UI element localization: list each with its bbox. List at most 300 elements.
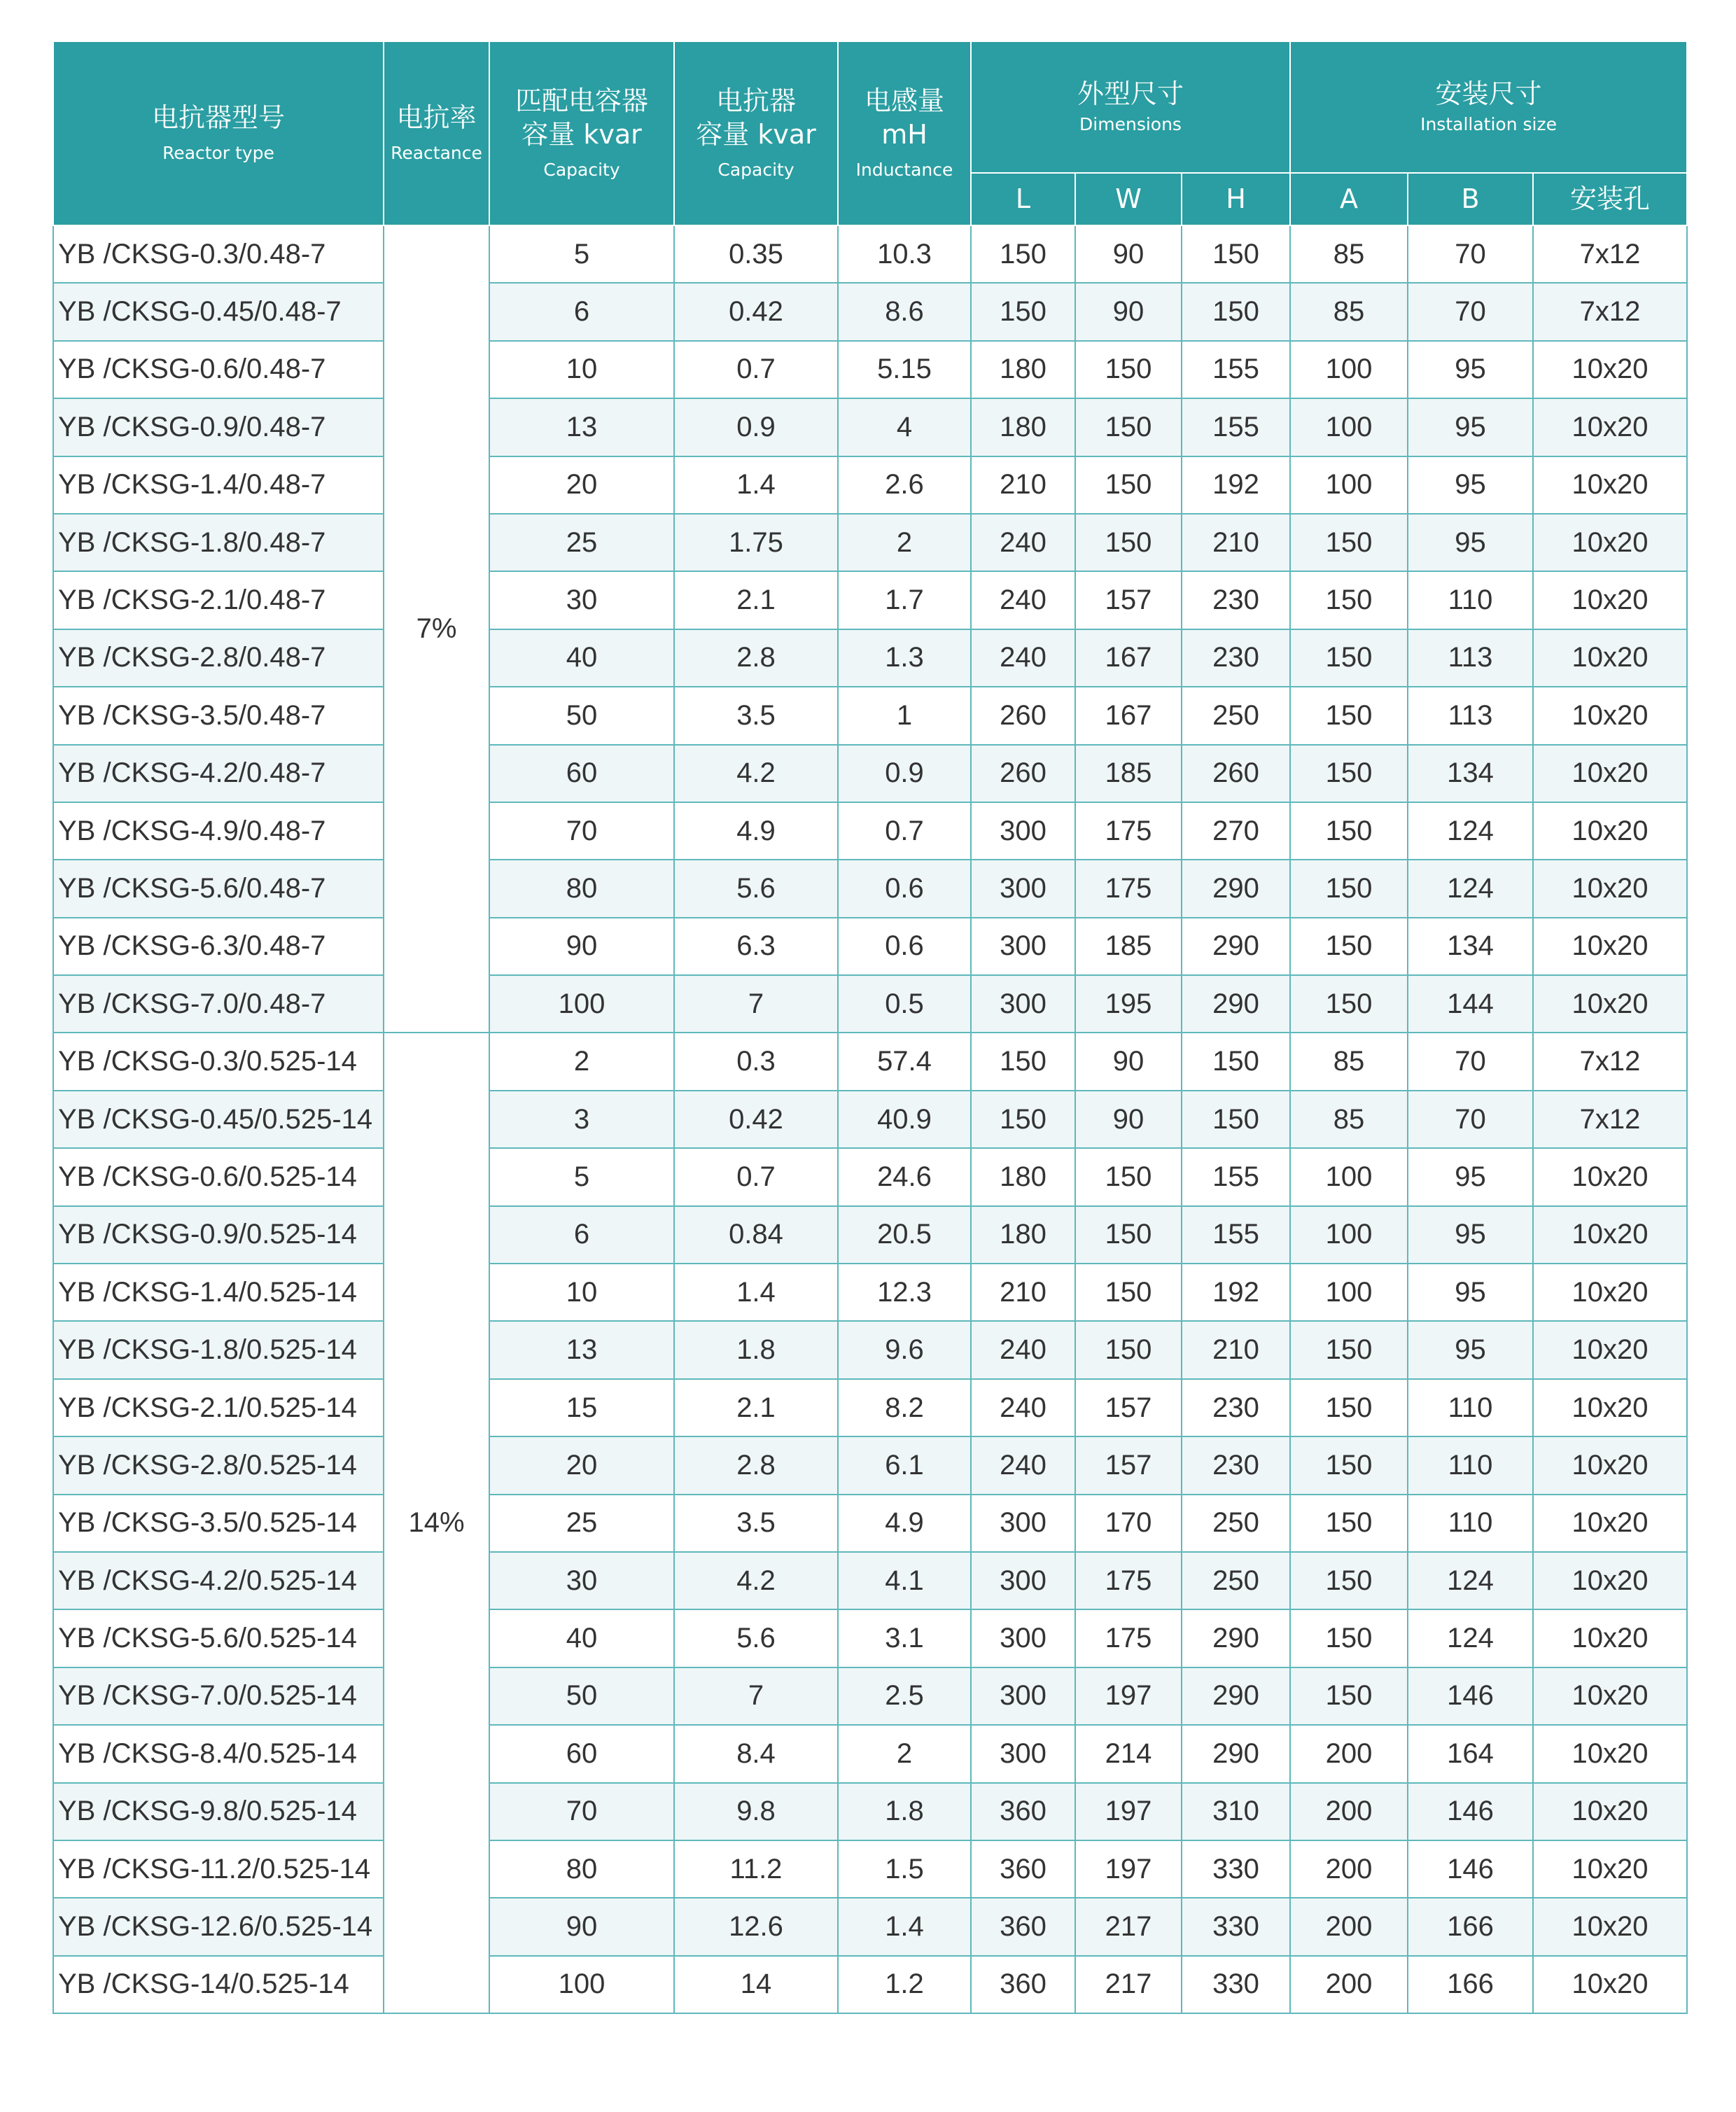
cell-inst-b: 95 <box>1408 341 1533 398</box>
cell-dim-l: 360 <box>971 1783 1075 1840</box>
table-row <box>53 341 1687 398</box>
cell-dim-w: 150 <box>1075 398 1182 456</box>
cell-inst-hole: 10x20 <box>1533 1783 1687 1840</box>
cell-model: YB /CKSG-7.0/0.525-14 <box>53 1667 384 1725</box>
cell-dim-w: 167 <box>1075 687 1182 744</box>
table-row <box>53 1206 1687 1264</box>
cell-dim-l: 300 <box>971 975 1075 1033</box>
cell-inst-a: 200 <box>1290 1783 1408 1840</box>
cell-inst-hole: 10x20 <box>1533 1840 1687 1898</box>
cell-dim-h: 230 <box>1182 1379 1290 1436</box>
cell-inst-hole: 10x20 <box>1533 1206 1687 1264</box>
cell-cap-capacity: 70 <box>489 802 674 860</box>
cell-inst-hole: 10x20 <box>1533 802 1687 860</box>
cell-inductance: 2 <box>838 1725 971 1782</box>
cell-cap-capacity: 60 <box>489 745 674 802</box>
cell-inductance: 4 <box>838 398 971 456</box>
cell-dim-h: 150 <box>1182 1033 1290 1090</box>
table-row <box>53 1552 1687 1609</box>
table-row <box>53 398 1687 456</box>
cell-dim-h: 330 <box>1182 1956 1290 2013</box>
header-inductance-en: Inductance <box>855 159 953 180</box>
cell-reactor-capacity: 0.9 <box>674 398 838 456</box>
cell-inductance: 12.3 <box>838 1264 971 1321</box>
cell-dim-l: 240 <box>971 571 1075 629</box>
cell-reactor-capacity: 0.7 <box>674 341 838 398</box>
header-dimensions-zh: 外型尺寸 <box>1077 78 1184 109</box>
cell-inst-b: 95 <box>1408 1148 1533 1205</box>
cell-inst-hole: 7x12 <box>1533 225 1687 283</box>
cell-inst-hole: 10x20 <box>1533 1379 1687 1436</box>
cell-inst-a: 100 <box>1290 1264 1408 1321</box>
cell-dim-w: 157 <box>1075 571 1182 629</box>
cell-dim-w: 175 <box>1075 802 1182 860</box>
cell-reactor-capacity: 2.1 <box>674 1379 838 1436</box>
cell-cap-capacity: 13 <box>489 1321 674 1378</box>
cell-inductance: 2.5 <box>838 1667 971 1725</box>
cell-dim-w: 170 <box>1075 1495 1182 1552</box>
cell-dim-w: 175 <box>1075 1552 1182 1609</box>
cell-dim-l: 300 <box>971 860 1075 917</box>
cell-model: YB /CKSG-2.8/0.525-14 <box>53 1436 384 1494</box>
cell-inductance: 4.1 <box>838 1552 971 1609</box>
cell-model: YB /CKSG-9.8/0.525-14 <box>53 1783 384 1840</box>
cell-inst-b: 146 <box>1408 1667 1533 1725</box>
cell-dim-l: 260 <box>971 687 1075 744</box>
cell-dim-l: 260 <box>971 745 1075 802</box>
cell-inst-b: 166 <box>1408 1898 1533 1955</box>
cell-inst-a: 150 <box>1290 802 1408 860</box>
cell-cap-capacity: 90 <box>489 1898 674 1955</box>
cell-dim-w: 150 <box>1075 514 1182 571</box>
cell-dim-h: 290 <box>1182 1609 1290 1667</box>
cell-cap-capacity: 20 <box>489 1436 674 1494</box>
cell-dim-h: 192 <box>1182 456 1290 514</box>
cell-dim-h: 330 <box>1182 1898 1290 1955</box>
table-row <box>53 1840 1687 1898</box>
table-row <box>53 1783 1687 1840</box>
cell-inst-b: 144 <box>1408 975 1533 1033</box>
header-inductance-zh2: mH <box>881 119 927 151</box>
cell-reactor-capacity: 4.2 <box>674 1552 838 1609</box>
cell-cap-capacity: 50 <box>489 1667 674 1725</box>
cell-cap-capacity: 25 <box>489 514 674 571</box>
cell-reactor-capacity: 4.9 <box>674 802 838 860</box>
cell-dim-l: 240 <box>971 514 1075 571</box>
cell-dim-w: 90 <box>1075 283 1182 340</box>
cell-inst-a: 200 <box>1290 1725 1408 1782</box>
cell-inst-a: 85 <box>1290 1091 1408 1148</box>
cell-dim-w: 167 <box>1075 629 1182 687</box>
cell-reactor-capacity: 2.8 <box>674 629 838 687</box>
cell-dim-w: 185 <box>1075 918 1182 975</box>
cell-inst-b: 146 <box>1408 1783 1533 1840</box>
cell-inst-a: 85 <box>1290 1033 1408 1090</box>
cell-inductance: 0.7 <box>838 802 971 860</box>
cell-dim-w: 157 <box>1075 1436 1182 1494</box>
cell-cap-capacity: 6 <box>489 283 674 340</box>
cell-inst-hole: 10x20 <box>1533 1321 1687 1378</box>
cell-reactor-capacity: 11.2 <box>674 1840 838 1898</box>
header-inductance <box>838 41 971 225</box>
cell-inductance: 1.4 <box>838 1898 971 1955</box>
cell-inst-b: 124 <box>1408 860 1533 917</box>
cell-dim-w: 175 <box>1075 860 1182 917</box>
cell-inductance: 1 <box>838 687 971 744</box>
cell-reactor-capacity: 2.1 <box>674 571 838 629</box>
cell-inst-a: 150 <box>1290 687 1408 744</box>
cell-reactor-capacity: 3.5 <box>674 1495 838 1552</box>
table-row <box>53 456 1687 514</box>
cell-dim-h: 150 <box>1182 283 1290 340</box>
table-row <box>53 802 1687 860</box>
cell-cap-capacity: 50 <box>489 687 674 744</box>
cell-inductance: 1.2 <box>838 1956 971 2013</box>
cell-reactor-capacity: 0.7 <box>674 1148 838 1205</box>
cell-inst-b: 124 <box>1408 1609 1533 1667</box>
cell-dim-w: 150 <box>1075 1264 1182 1321</box>
cell-inductance: 3.1 <box>838 1609 971 1667</box>
cell-reactance: 7% <box>384 225 489 1033</box>
cell-dim-l: 360 <box>971 1840 1075 1898</box>
cell-model: YB /CKSG-4.2/0.525-14 <box>53 1552 384 1609</box>
header-reactor-capacity-en: Capacity <box>718 159 794 180</box>
cell-inductance: 2.6 <box>838 456 971 514</box>
cell-inductance: 2 <box>838 514 971 571</box>
cell-dim-h: 210 <box>1182 514 1290 571</box>
header-cap-capacity-en: Capacity <box>543 159 620 180</box>
cell-reactor-capacity: 9.8 <box>674 1783 838 1840</box>
header-installation-zh: 安装尺寸 <box>1435 78 1542 109</box>
cell-inst-a: 150 <box>1290 514 1408 571</box>
header-inst-b: B <box>1408 173 1533 225</box>
cell-dim-h: 155 <box>1182 1148 1290 1205</box>
cell-inst-b: 110 <box>1408 571 1533 629</box>
cell-inst-a: 150 <box>1290 745 1408 802</box>
cell-dim-h: 290 <box>1182 975 1290 1033</box>
cell-cap-capacity: 90 <box>489 918 674 975</box>
cell-dim-h: 155 <box>1182 398 1290 456</box>
cell-inst-hole: 10x20 <box>1533 398 1687 456</box>
cell-dim-w: 150 <box>1075 1148 1182 1205</box>
cell-inductance: 5.15 <box>838 341 971 398</box>
cell-model: YB /CKSG-7.0/0.48-7 <box>53 975 384 1033</box>
cell-dim-w: 175 <box>1075 1609 1182 1667</box>
header-reactor-capacity-zh2: 容量 kvar <box>696 119 816 151</box>
cell-dim-w: 150 <box>1075 1321 1182 1378</box>
cell-dim-w: 214 <box>1075 1725 1182 1782</box>
cell-dim-l: 300 <box>971 802 1075 860</box>
cell-dim-l: 240 <box>971 1436 1075 1494</box>
cell-cap-capacity: 5 <box>489 1148 674 1205</box>
cell-model: YB /CKSG-2.1/0.48-7 <box>53 571 384 629</box>
cell-model: YB /CKSG-3.5/0.525-14 <box>53 1495 384 1552</box>
header-model-zh: 电抗器型号 <box>151 102 285 134</box>
cell-inst-hole: 10x20 <box>1533 571 1687 629</box>
cell-cap-capacity: 30 <box>489 571 674 629</box>
cell-cap-capacity: 10 <box>489 341 674 398</box>
cell-inst-a: 100 <box>1290 398 1408 456</box>
cell-inductance: 8.2 <box>838 1379 971 1436</box>
cell-inst-b: 110 <box>1408 1379 1533 1436</box>
cell-reactance: 14% <box>384 1033 489 2013</box>
cell-inst-a: 100 <box>1290 456 1408 514</box>
cell-dim-w: 150 <box>1075 341 1182 398</box>
cell-dim-h: 150 <box>1182 1091 1290 1148</box>
table-row <box>53 629 1687 687</box>
cell-model: YB /CKSG-8.4/0.525-14 <box>53 1725 384 1782</box>
header-cap-capacity-zh2: 容量 kvar <box>522 119 642 151</box>
cell-dim-h: 150 <box>1182 225 1290 283</box>
cell-inst-hole: 10x20 <box>1533 1956 1687 2013</box>
cell-cap-capacity: 15 <box>489 1379 674 1436</box>
cell-dim-w: 90 <box>1075 1033 1182 1090</box>
table-row <box>53 1148 1687 1205</box>
cell-dim-l: 300 <box>971 1609 1075 1667</box>
cell-reactor-capacity: 1.75 <box>674 514 838 571</box>
cell-cap-capacity: 3 <box>489 1091 674 1148</box>
cell-model: YB /CKSG-2.1/0.525-14 <box>53 1379 384 1436</box>
cell-inst-a: 200 <box>1290 1956 1408 2013</box>
cell-dim-w: 217 <box>1075 1898 1182 1955</box>
cell-dim-l: 300 <box>971 918 1075 975</box>
cell-inst-a: 200 <box>1290 1840 1408 1898</box>
cell-cap-capacity: 80 <box>489 860 674 917</box>
cell-inst-hole: 10x20 <box>1533 1898 1687 1955</box>
cell-cap-capacity: 30 <box>489 1552 674 1609</box>
table-row <box>53 1091 1687 1148</box>
table-row <box>53 1898 1687 1955</box>
cell-model: YB /CKSG-4.2/0.48-7 <box>53 745 384 802</box>
cell-inst-a: 100 <box>1290 341 1408 398</box>
cell-inductance: 20.5 <box>838 1206 971 1264</box>
cell-reactor-capacity: 1.4 <box>674 456 838 514</box>
cell-reactor-capacity: 0.3 <box>674 1033 838 1090</box>
cell-dim-h: 155 <box>1182 341 1290 398</box>
table-row <box>53 1033 1687 1090</box>
cell-inst-hole: 10x20 <box>1533 1725 1687 1782</box>
cell-inst-hole: 10x20 <box>1533 1495 1687 1552</box>
cell-dim-w: 157 <box>1075 1379 1182 1436</box>
table-row <box>53 975 1687 1033</box>
cell-reactor-capacity: 6.3 <box>674 918 838 975</box>
cell-dim-l: 180 <box>971 1206 1075 1264</box>
cell-dim-w: 150 <box>1075 456 1182 514</box>
cell-model: YB /CKSG-1.4/0.48-7 <box>53 456 384 514</box>
cell-dim-h: 290 <box>1182 918 1290 975</box>
cell-inductance: 0.5 <box>838 975 971 1033</box>
cell-cap-capacity: 40 <box>489 1609 674 1667</box>
cell-cap-capacity: 5 <box>489 225 674 283</box>
cell-dim-h: 192 <box>1182 1264 1290 1321</box>
table-row <box>53 283 1687 340</box>
cell-inst-b: 134 <box>1408 745 1533 802</box>
table-row <box>53 1379 1687 1436</box>
cell-reactor-capacity: 7 <box>674 1667 838 1725</box>
cell-inst-b: 95 <box>1408 456 1533 514</box>
cell-dim-l: 300 <box>971 1495 1075 1552</box>
cell-reactor-capacity: 12.6 <box>674 1898 838 1955</box>
cell-inductance: 24.6 <box>838 1148 971 1205</box>
cell-dim-w: 90 <box>1075 225 1182 283</box>
cell-inst-a: 150 <box>1290 1495 1408 1552</box>
table-row <box>53 687 1687 744</box>
table-row <box>53 1725 1687 1782</box>
cell-inst-a: 150 <box>1290 1667 1408 1725</box>
cell-dim-l: 210 <box>971 1264 1075 1321</box>
table-row <box>53 918 1687 975</box>
cell-reactor-capacity: 0.42 <box>674 283 838 340</box>
header-inst-a: A <box>1290 173 1408 225</box>
cell-inst-b: 113 <box>1408 629 1533 687</box>
cell-model: YB /CKSG-0.45/0.48-7 <box>53 283 384 340</box>
cell-cap-capacity: 40 <box>489 629 674 687</box>
cell-model: YB /CKSG-6.3/0.48-7 <box>53 918 384 975</box>
cell-dim-h: 260 <box>1182 745 1290 802</box>
cell-inductance: 10.3 <box>838 225 971 283</box>
cell-reactor-capacity: 0.35 <box>674 225 838 283</box>
cell-inst-a: 150 <box>1290 1552 1408 1609</box>
cell-dim-l: 150 <box>971 283 1075 340</box>
cell-cap-capacity: 60 <box>489 1725 674 1782</box>
header-reactor-capacity-zh1: 电抗器 <box>715 85 796 117</box>
cell-cap-capacity: 6 <box>489 1206 674 1264</box>
cell-model: YB /CKSG-12.6/0.525-14 <box>53 1898 384 1955</box>
cell-inst-b: 95 <box>1408 1264 1533 1321</box>
cell-dim-h: 250 <box>1182 1552 1290 1609</box>
cell-cap-capacity: 2 <box>489 1033 674 1090</box>
cell-dim-l: 180 <box>971 398 1075 456</box>
cell-inst-hole: 10x20 <box>1533 341 1687 398</box>
cell-inst-hole: 10x20 <box>1533 687 1687 744</box>
header-model-en: Reactor type <box>162 142 274 163</box>
cell-model: YB /CKSG-2.8/0.48-7 <box>53 629 384 687</box>
cell-inductance: 6.1 <box>838 1436 971 1494</box>
cell-inductance: 9.6 <box>838 1321 971 1378</box>
cell-inst-a: 100 <box>1290 1206 1408 1264</box>
header-inst-hole: 安装孔 <box>1533 173 1687 225</box>
cell-cap-capacity: 10 <box>489 1264 674 1321</box>
header-cap-capacity <box>489 41 674 225</box>
header-installation-en: Installation size <box>1420 114 1557 135</box>
cell-inst-a: 200 <box>1290 1898 1408 1955</box>
cell-inst-hole: 7x12 <box>1533 1033 1687 1090</box>
table-header <box>53 41 1687 225</box>
cell-inst-a: 150 <box>1290 918 1408 975</box>
cell-inst-hole: 10x20 <box>1533 745 1687 802</box>
header-dimensions-en: Dimensions <box>1079 114 1182 135</box>
cell-reactor-capacity: 5.6 <box>674 860 838 917</box>
cell-inductance: 0.6 <box>838 860 971 917</box>
cell-inst-b: 113 <box>1408 687 1533 744</box>
cell-model: YB /CKSG-14/0.525-14 <box>53 1956 384 2013</box>
cell-model: YB /CKSG-1.8/0.48-7 <box>53 514 384 571</box>
table-row <box>53 1436 1687 1494</box>
cell-inductance: 57.4 <box>838 1033 971 1090</box>
cell-inst-b: 124 <box>1408 1552 1533 1609</box>
cell-cap-capacity: 25 <box>489 1495 674 1552</box>
cell-cap-capacity: 70 <box>489 1783 674 1840</box>
cell-model: YB /CKSG-0.9/0.525-14 <box>53 1206 384 1264</box>
header-dim-w: W <box>1075 173 1182 225</box>
cell-model: YB /CKSG-3.5/0.48-7 <box>53 687 384 744</box>
cell-dim-l: 210 <box>971 456 1075 514</box>
cell-dim-h: 250 <box>1182 687 1290 744</box>
cell-inst-b: 124 <box>1408 802 1533 860</box>
cell-inst-hole: 7x12 <box>1533 283 1687 340</box>
cell-model: YB /CKSG-11.2/0.525-14 <box>53 1840 384 1898</box>
header-reactor-capacity <box>674 41 838 225</box>
cell-dim-w: 197 <box>1075 1667 1182 1725</box>
cell-cap-capacity: 100 <box>489 975 674 1033</box>
cell-inst-a: 150 <box>1290 1321 1408 1378</box>
cell-reactor-capacity: 14 <box>674 1956 838 2013</box>
cell-inst-b: 95 <box>1408 1321 1533 1378</box>
cell-inst-a: 85 <box>1290 225 1408 283</box>
cell-inst-b: 70 <box>1408 1033 1533 1090</box>
header-reactance-zh: 电抗率 <box>396 102 477 134</box>
cell-inst-hole: 10x20 <box>1533 1667 1687 1725</box>
cell-inst-hole: 10x20 <box>1533 860 1687 917</box>
cell-dim-l: 300 <box>971 1725 1075 1782</box>
cell-dim-w: 197 <box>1075 1840 1182 1898</box>
cell-dim-l: 150 <box>971 1091 1075 1148</box>
cell-inst-hole: 10x20 <box>1533 456 1687 514</box>
cell-inst-b: 164 <box>1408 1725 1533 1782</box>
cell-inst-a: 150 <box>1290 975 1408 1033</box>
cell-dim-w: 195 <box>1075 975 1182 1033</box>
cell-dim-l: 360 <box>971 1956 1075 2013</box>
header-inductance-zh1: 电感量 <box>864 85 944 117</box>
cell-inst-a: 100 <box>1290 1148 1408 1205</box>
cell-reactor-capacity: 1.4 <box>674 1264 838 1321</box>
table-row <box>53 1264 1687 1321</box>
cell-model: YB /CKSG-0.45/0.525-14 <box>53 1091 384 1148</box>
cell-reactor-capacity: 1.8 <box>674 1321 838 1378</box>
cell-inst-b: 134 <box>1408 918 1533 975</box>
header-reactance-en: Reactance <box>391 142 482 163</box>
cell-model: YB /CKSG-0.6/0.525-14 <box>53 1148 384 1205</box>
table-body <box>53 225 1687 2013</box>
table-row <box>53 1495 1687 1552</box>
cell-inductance: 1.7 <box>838 571 971 629</box>
cell-reactor-capacity: 8.4 <box>674 1725 838 1782</box>
cell-model: YB /CKSG-1.4/0.525-14 <box>53 1264 384 1321</box>
header-dimensions <box>971 41 1290 173</box>
cell-inductance: 40.9 <box>838 1091 971 1148</box>
cell-cap-capacity: 80 <box>489 1840 674 1898</box>
cell-dim-l: 150 <box>971 225 1075 283</box>
cell-dim-h: 250 <box>1182 1495 1290 1552</box>
cell-dim-w: 90 <box>1075 1091 1182 1148</box>
cell-reactor-capacity: 4.2 <box>674 745 838 802</box>
header-installation <box>1290 41 1687 173</box>
table-row <box>53 514 1687 571</box>
cell-dim-h: 330 <box>1182 1840 1290 1898</box>
cell-dim-h: 230 <box>1182 1436 1290 1494</box>
cell-inst-b: 95 <box>1408 514 1533 571</box>
cell-dim-h: 230 <box>1182 629 1290 687</box>
cell-inst-a: 150 <box>1290 1609 1408 1667</box>
reactor-spec-table <box>52 41 1688 2014</box>
table-row <box>53 1956 1687 2013</box>
cell-dim-h: 230 <box>1182 571 1290 629</box>
cell-inst-b: 146 <box>1408 1840 1533 1898</box>
header-reactance <box>384 41 489 225</box>
cell-dim-l: 300 <box>971 1667 1075 1725</box>
cell-model: YB /CKSG-5.6/0.48-7 <box>53 860 384 917</box>
cell-dim-l: 180 <box>971 1148 1075 1205</box>
